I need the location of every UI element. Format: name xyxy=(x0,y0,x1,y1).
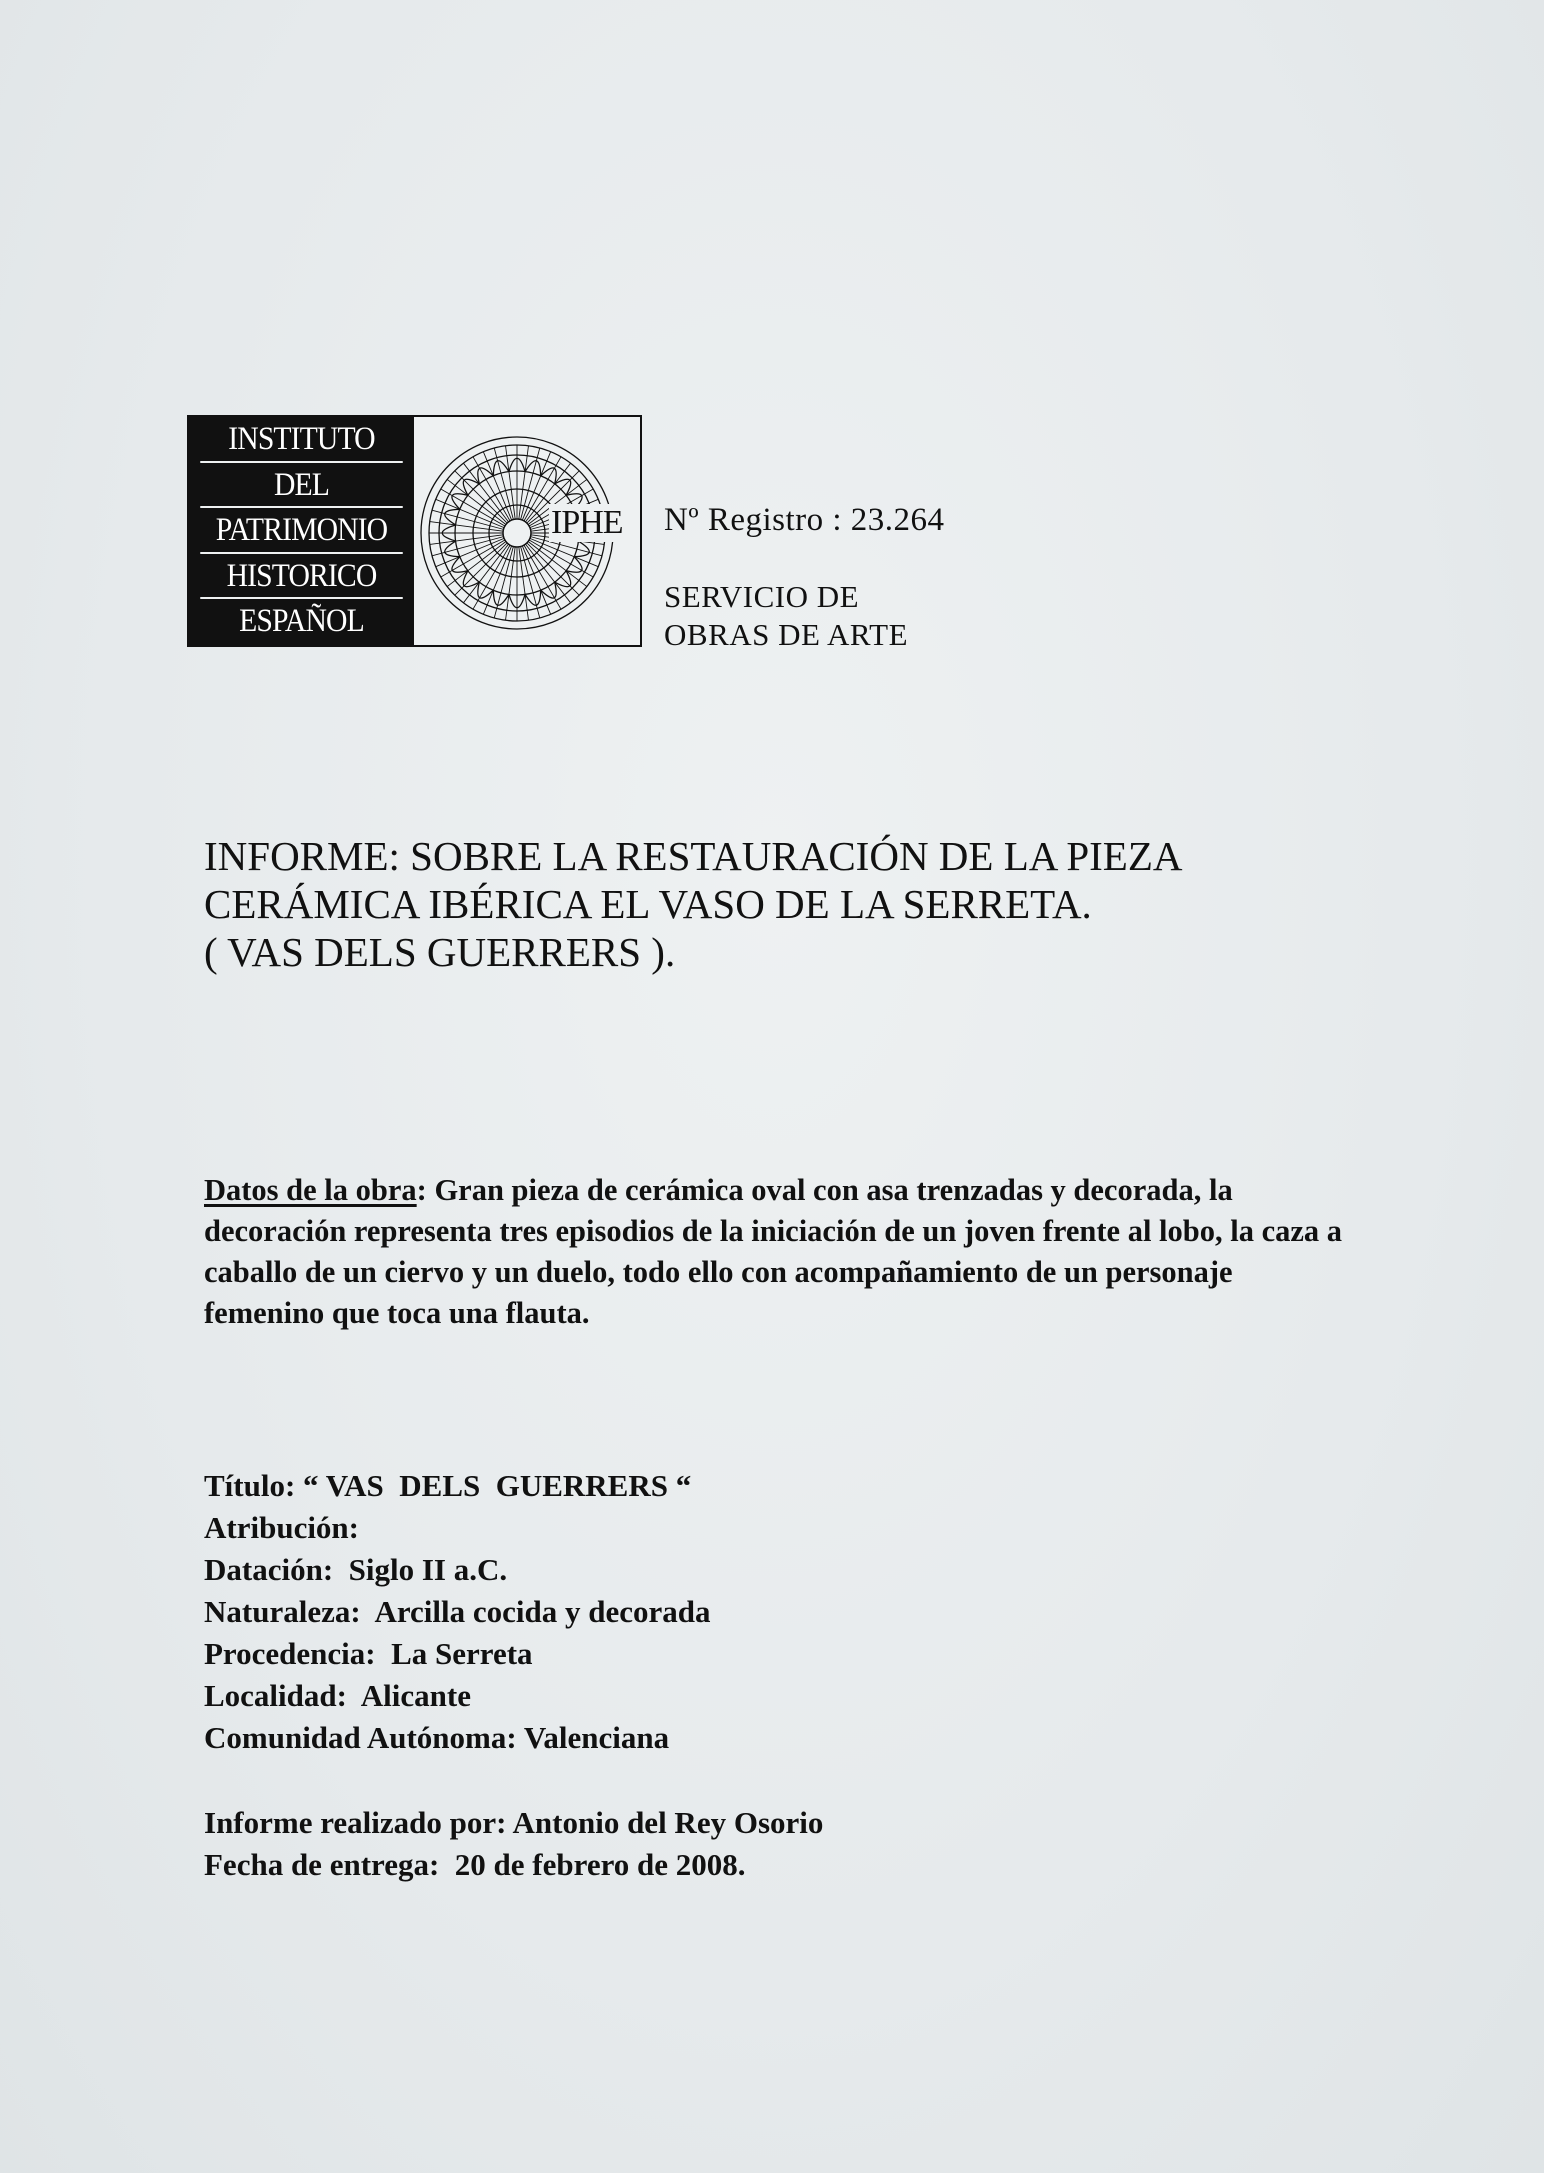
field-informe-por: Informe realizado por: Antonio del Rey Osorio xyxy=(204,1805,824,1840)
service-line: SERVICIO DE xyxy=(664,579,860,614)
iphe-logo xyxy=(187,415,642,647)
logo-line: PATRIMONIO xyxy=(200,508,403,554)
field-fecha: Fecha de entrega: 20 de febrero de 2008. xyxy=(204,1847,746,1882)
service-name xyxy=(664,578,908,654)
report-title xyxy=(204,832,1404,976)
field-procedencia: Procedencia: La Serreta xyxy=(204,1636,533,1671)
field-comunidad: Comunidad Autónoma: Valenciana xyxy=(204,1720,670,1755)
field-naturaleza: Naturaleza: Arcilla cocida y decorada xyxy=(204,1594,711,1629)
logo-line: DEL xyxy=(200,463,403,509)
field-localidad: Localidad: Alicante xyxy=(204,1678,471,1713)
report-title-line: ( VAS DELS GUERRERS ). xyxy=(204,929,676,975)
work-description-text: : Gran pieza de cerámica oval con asa trenzadas y decorada, la decoración representa tres episodios de la iniciación de un joven frente al lobo, la caza a caballo de un ciervo y un duelo, todo ello con acompañamiento de un personaje femenino que toca una flauta. xyxy=(204,1173,1343,1330)
logo-line: INSTITUTO xyxy=(200,417,403,463)
registro-number: Nº Registro : 23.264 xyxy=(664,502,945,538)
field-datacion: Datación: Siglo II a.C. xyxy=(204,1552,508,1587)
report-title-line: CERÁMICA IBÉRICA EL VASO DE LA SERRETA. xyxy=(204,881,1092,927)
field-titulo: Título: “ VAS DELS GUERRERS “ xyxy=(204,1468,692,1503)
work-description-label: Datos de la obra xyxy=(204,1173,417,1207)
service-line: OBRAS DE ARTE xyxy=(664,617,909,652)
logo-institution-name xyxy=(189,417,414,645)
logo-acronym: IPHE xyxy=(551,504,623,541)
report-title-line: INFORME: SOBRE LA RESTAURACIÓN DE LA PIEZA xyxy=(204,833,1183,879)
logo-line: ESPAÑOL xyxy=(239,603,364,640)
work-description xyxy=(204,1170,1354,1334)
field-atribucion: Atribución: xyxy=(204,1510,359,1545)
logo-line: HISTORICO xyxy=(200,554,403,600)
